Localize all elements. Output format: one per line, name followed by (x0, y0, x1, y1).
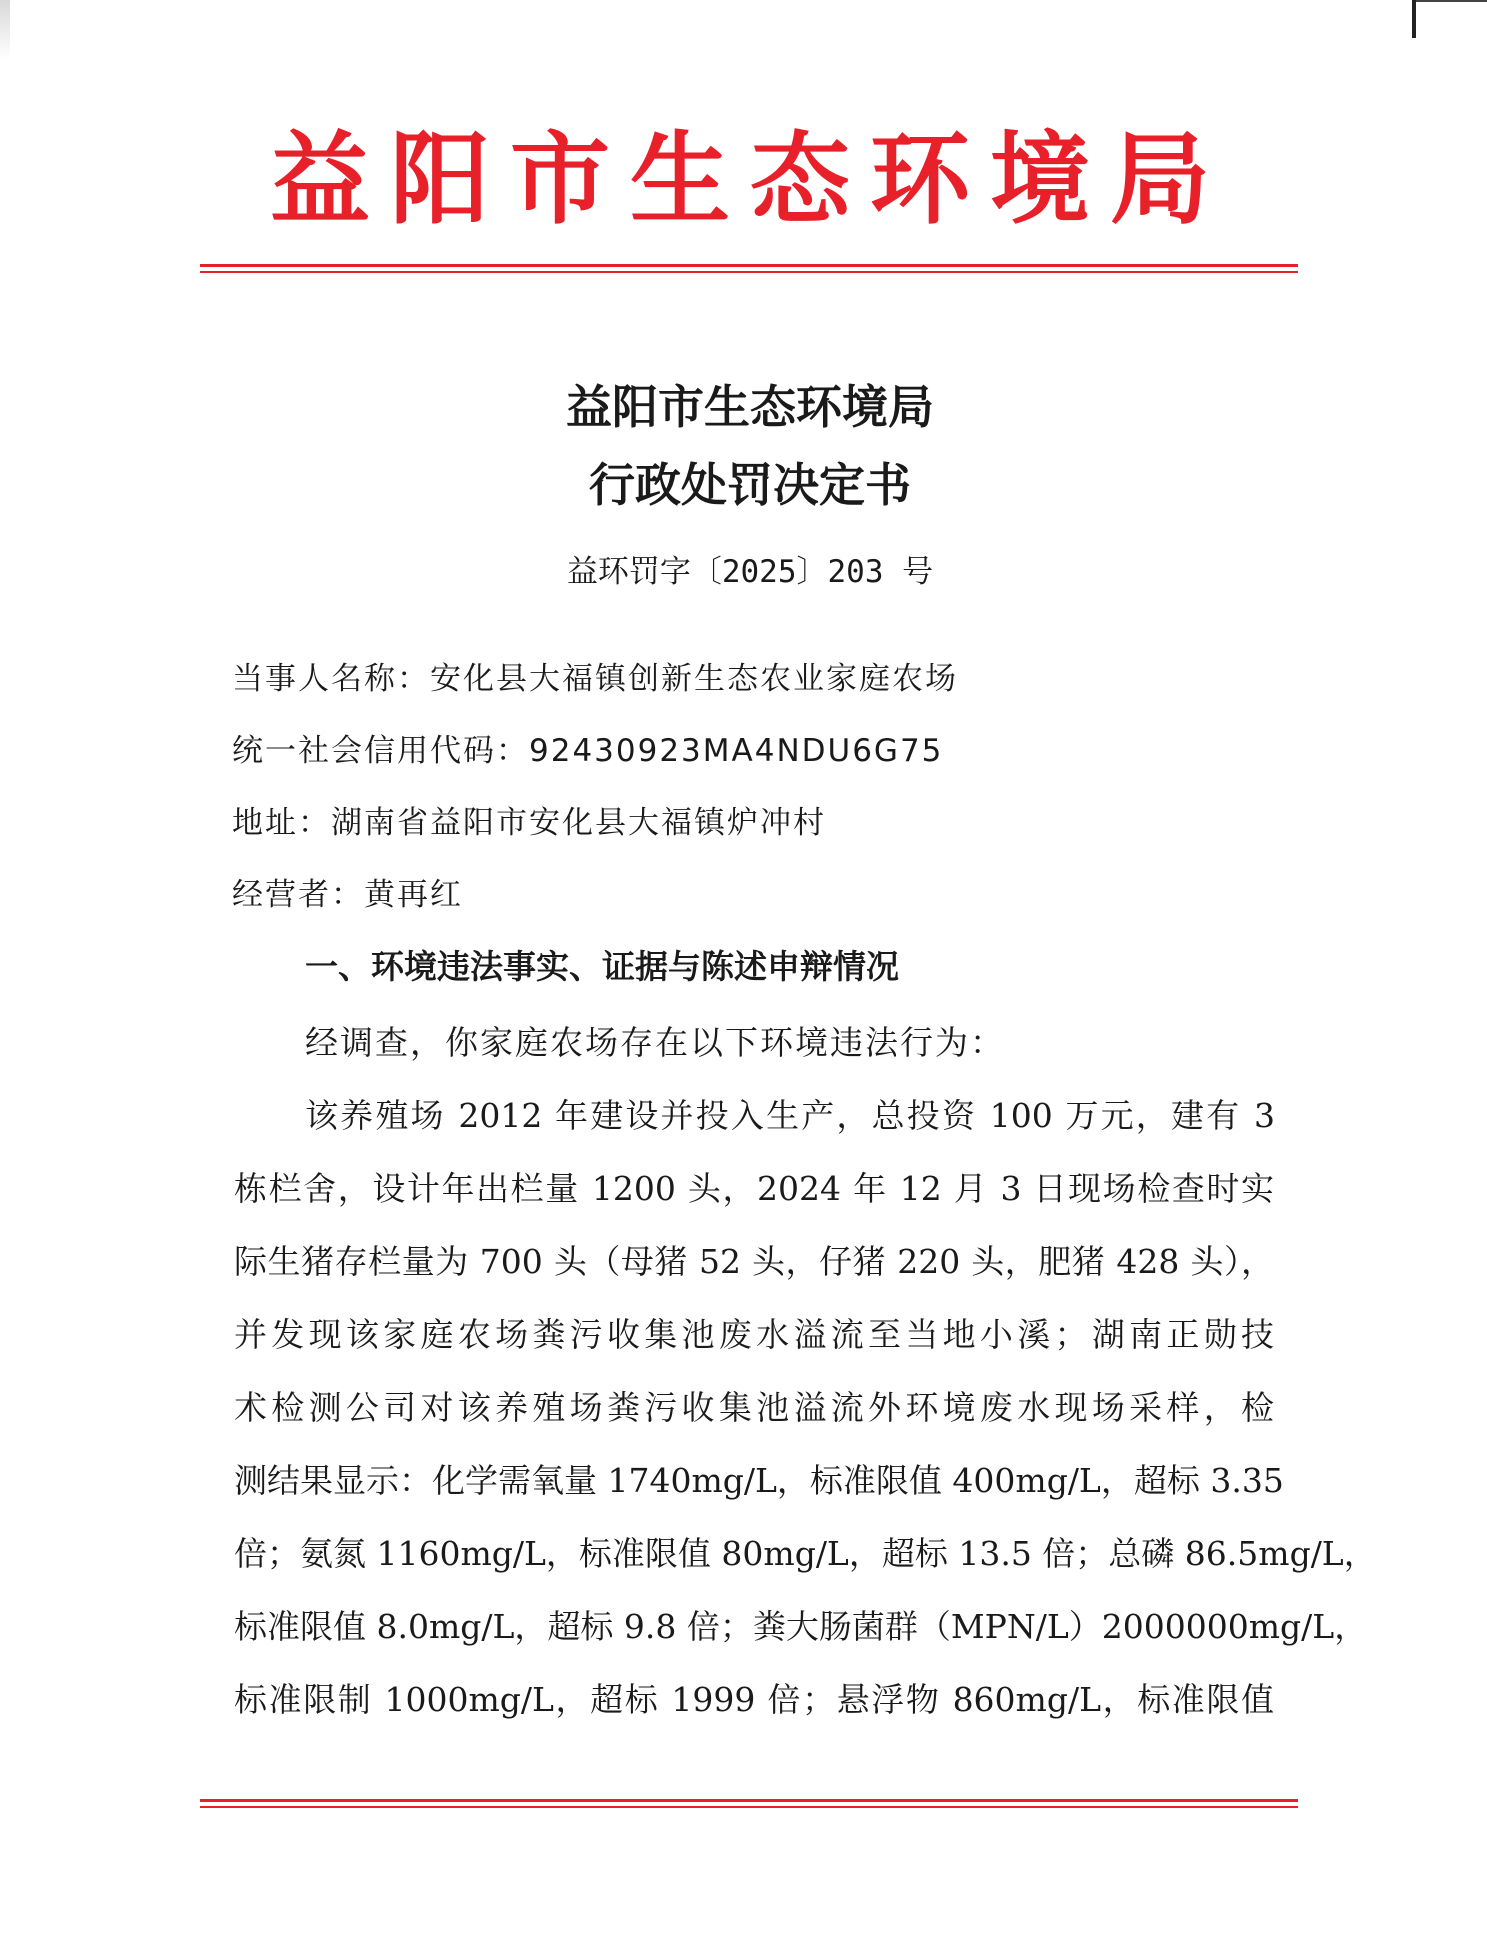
party-credit-code: 统一社会信用代码：92430923MA4NDU6G75 (232, 733, 944, 769)
party-operator: 经营者：黄再红 (232, 877, 463, 913)
section-intro: 经调查，你家庭农场存在以下环境违法行为： (305, 1023, 1005, 1062)
body-paragraph-line: 标准限制 1000mg/L，超标 1999 倍；悬浮物 860mg/L，标准限值 (234, 1680, 1274, 1719)
body-paragraph-line: 倍；氨氮 1160mg/L，标准限值 80mg/L，超标 13.5 倍；总磷 86.5mg/L， (234, 1534, 1377, 1573)
body-paragraph-line: 并发现该家庭农场粪污收集池废水溢流至当地小溪；湖南正勋技 (234, 1315, 1274, 1354)
body-paragraph-line: 际生猪存栏量为 700 头（母猪 52 头，仔猪 220 头，肥猪 428 头）， (234, 1242, 1274, 1281)
scan-edge-right (1412, 0, 1416, 38)
letterhead-red-rule-thin (200, 271, 1298, 273)
body-paragraph-line: 栋栏舍，设计年出栏量 1200 头，2024 年 12 月 3 日现场检查时实 (234, 1169, 1274, 1208)
party-address: 地址：湖南省益阳市安化县大福镇炉冲村 (232, 805, 826, 841)
scan-edge-top (1416, 0, 1487, 2)
body-paragraph-line: 该养殖场 2012 年建设并投入生产，总投资 100 万元，建有 3 (305, 1096, 1275, 1135)
document-title-type: 行政处罚决定书 (589, 458, 911, 512)
letterhead-red-rule (200, 264, 1298, 267)
body-paragraph-line: 标准限值 8.0mg/L，超标 9.8 倍；粪大肠菌群（MPN/L）2000000mg/L， (234, 1607, 1368, 1646)
party-name: 当事人名称：安化县大福镇创新生态农业家庭农场 (232, 661, 958, 697)
document-number: 益环罚字〔2025〕203 号 (566, 554, 934, 590)
section-heading: 一、环境违法事实、证据与陈述申辩情况 (305, 947, 899, 986)
letterhead-agency-name: 益阳市生态环境局 (270, 121, 1230, 238)
footer-red-rule (200, 1799, 1298, 1802)
document-title-agency: 益阳市生态环境局 (566, 380, 934, 434)
footer-red-rule-thin (200, 1806, 1298, 1808)
body-paragraph-line: 术检测公司对该养殖场粪污收集池溢流外环境废水现场采样，检 (234, 1388, 1274, 1427)
body-paragraph-line: 测结果显示：化学需氧量 1740mg/L，标准限值 400mg/L，超标 3.35 (234, 1461, 1284, 1500)
scan-edge-left (0, 0, 10, 60)
